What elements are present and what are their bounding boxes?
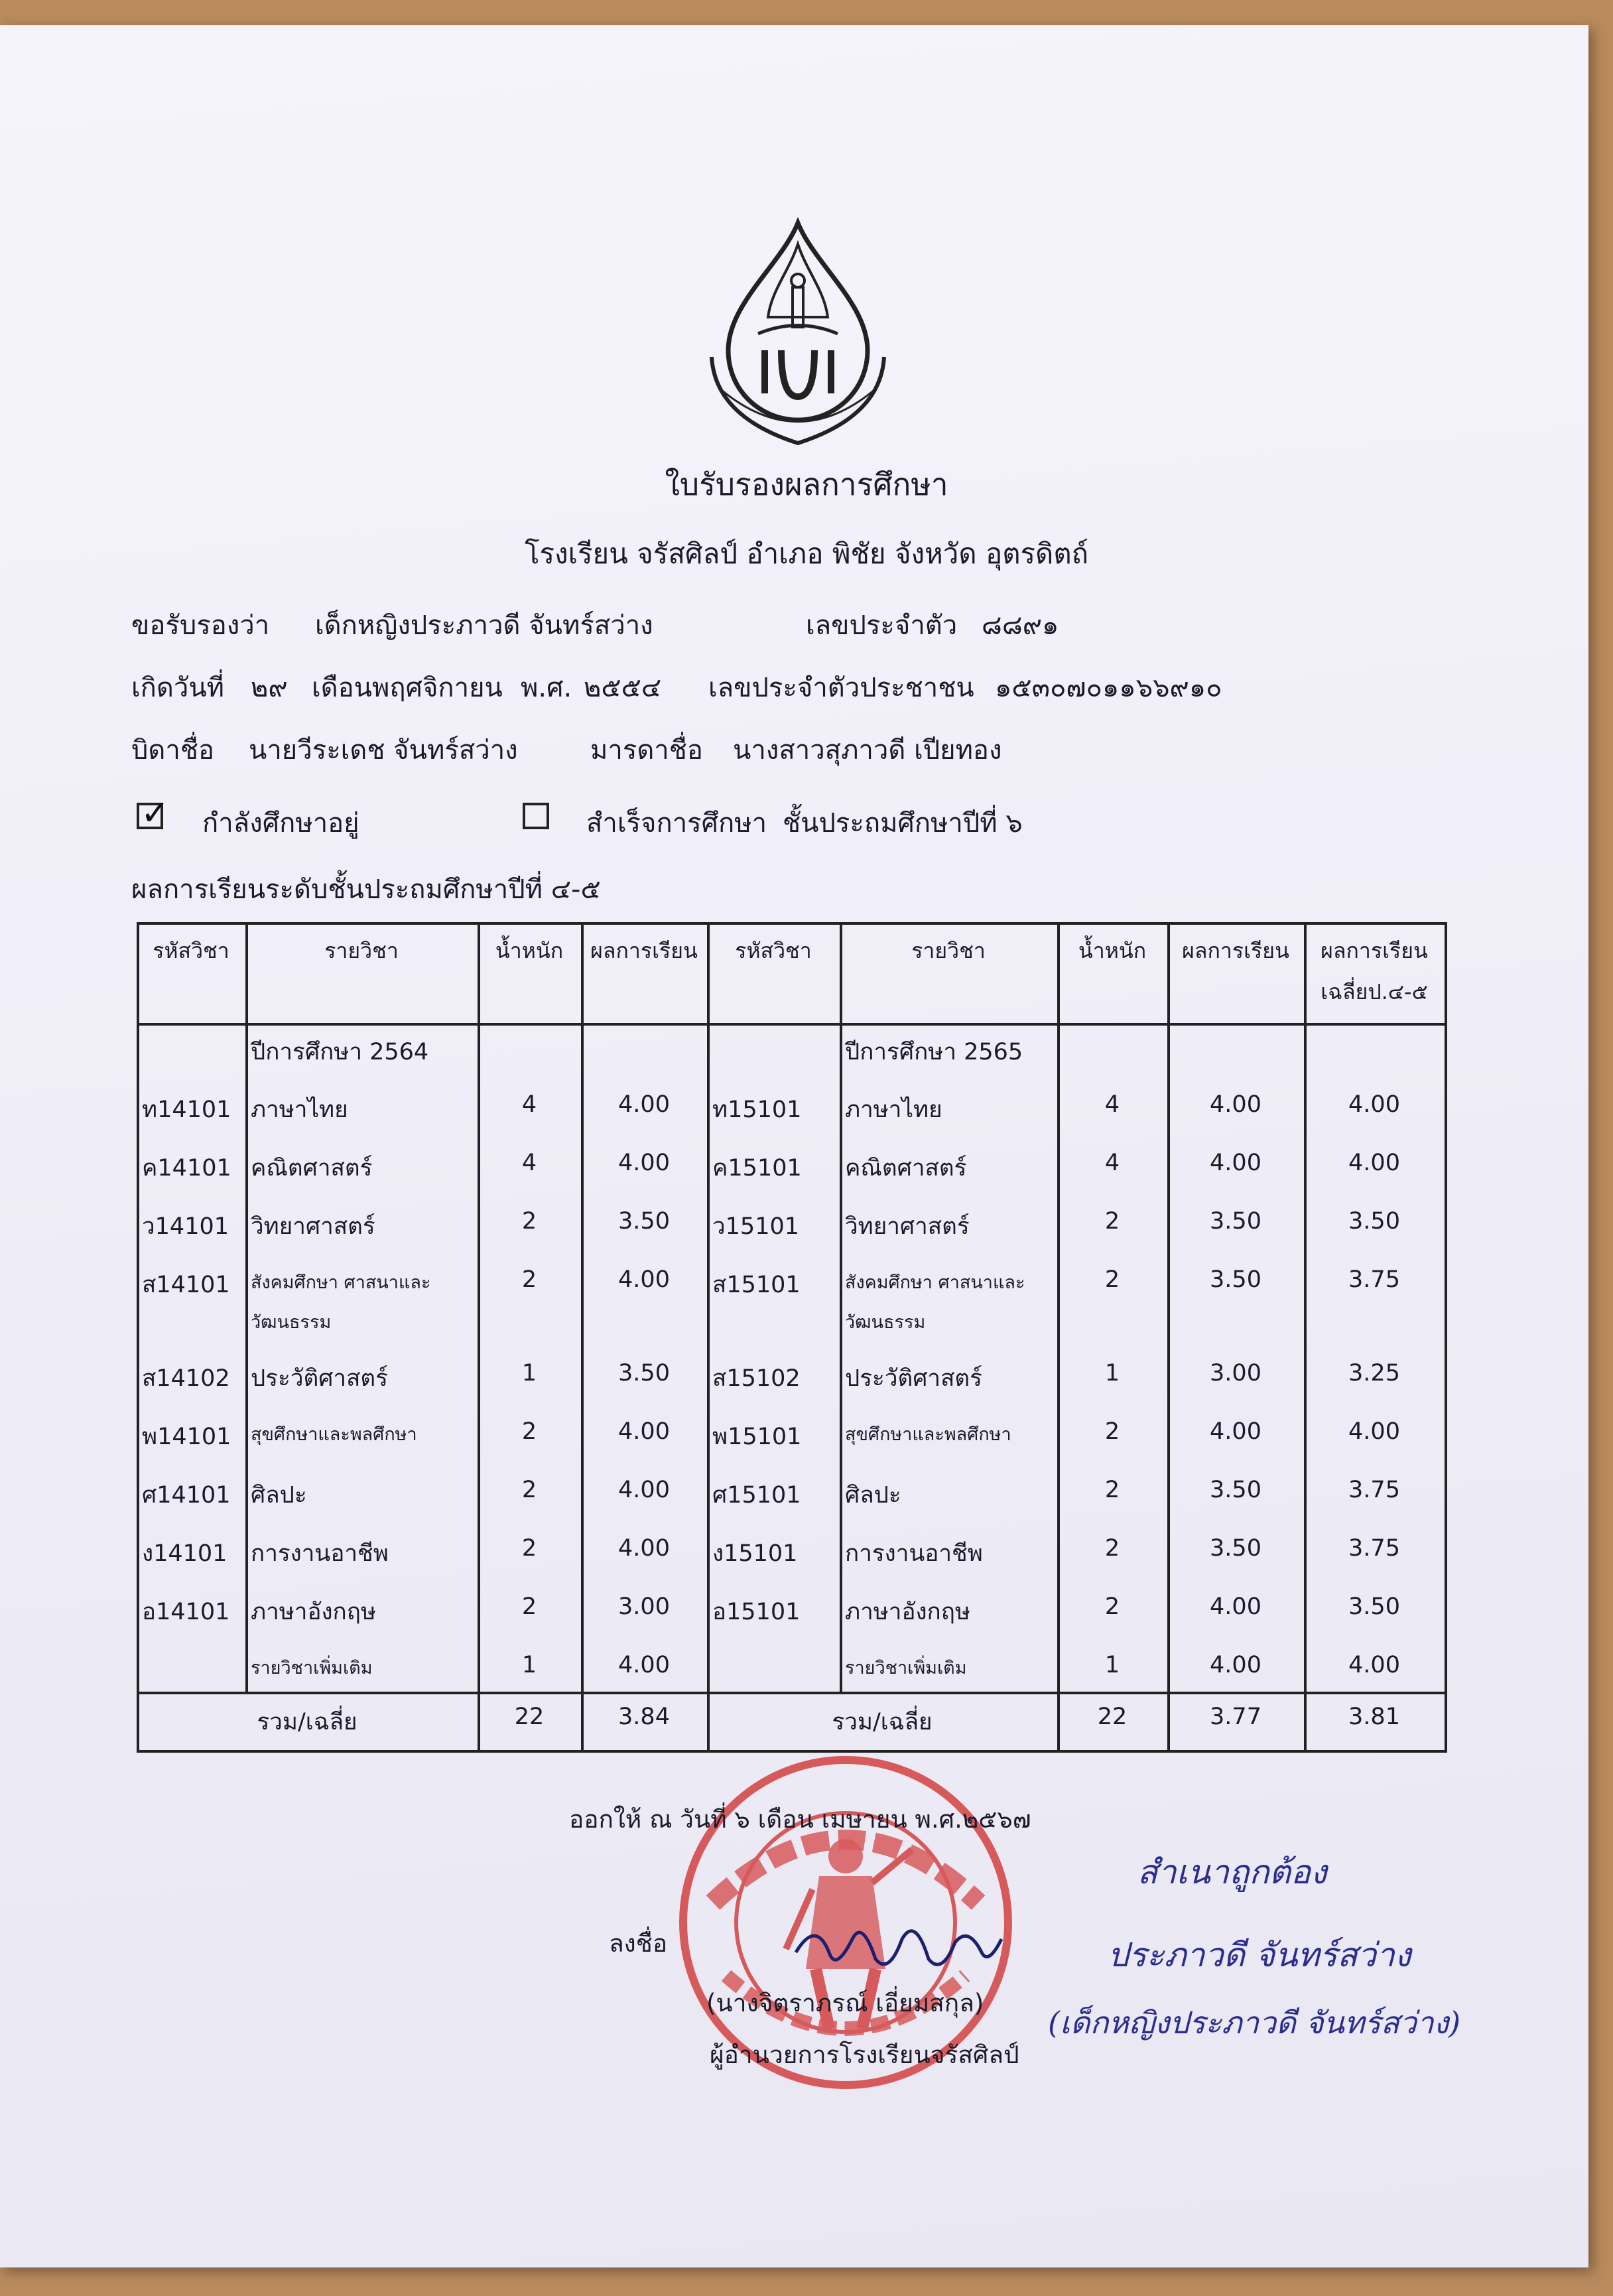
mother-name: นางสาวสุภาวดี เปียทอง (733, 735, 1002, 766)
header-weight-2: น้ำหนัก (1078, 938, 1147, 963)
cell-w2: 1 (1104, 1360, 1120, 1386)
header-subject-2: รายวิชา (911, 938, 986, 963)
student-id-value: ๘๘๙๑ (982, 610, 1059, 641)
cell-avg: 3.75 (1348, 1535, 1400, 1562)
handwritten-certified: สำเนาถูกต้อง (1137, 1853, 1327, 1891)
cell-g2: 3.00 (1210, 1360, 1261, 1386)
cell-s2-line2: วัฒนธรรม (845, 1312, 926, 1333)
cell-g1: 4.00 (618, 1535, 670, 1562)
check-icon: ✓ (141, 793, 170, 833)
cell-s1: รายวิชาเพิ่มเติม (251, 1658, 373, 1678)
cell-w2: 2 (1104, 1535, 1120, 1562)
cell-c2: อ15101 (712, 1599, 801, 1625)
total-weight-2: 22 (1097, 1704, 1128, 1730)
col-rule (478, 922, 480, 1753)
cell-g1: 4.00 (618, 1266, 670, 1293)
grades-table (137, 922, 1447, 1753)
cell-c1: อ14101 (142, 1599, 230, 1625)
header-code: รหัสวิชา (153, 938, 229, 963)
cell-w1: 4 (521, 1150, 537, 1176)
cell-s2: คณิตศาสตร์ (845, 1155, 967, 1182)
cell-g2: 4.00 (1210, 1150, 1261, 1176)
cell-g1: 4.00 (618, 1652, 670, 1678)
cell-avg: 4.00 (1348, 1091, 1400, 1118)
cell-s1: ศิลปะ (251, 1482, 307, 1509)
cell-avg: 3.50 (1348, 1208, 1400, 1235)
col-rule (707, 922, 710, 1753)
signature-label: ลงชื่อ (609, 1929, 668, 1958)
cell-s1: ประวัติศาสตร์ (251, 1365, 388, 1392)
cell-avg: 4.00 (1348, 1150, 1400, 1176)
cell-c1: พ14101 (142, 1424, 231, 1450)
cell-c2: พ15101 (712, 1424, 802, 1450)
cert-label: ขอรับรองว่า (131, 610, 270, 641)
cell-s1: สุขศึกษาและพลศึกษา (251, 1424, 417, 1445)
cell-c1: ส14102 (142, 1365, 230, 1392)
cell-w2: 2 (1104, 1266, 1120, 1293)
cell-g1: 4.00 (618, 1418, 670, 1445)
cell-w1: 2 (521, 1535, 537, 1562)
cell-avg: 3.25 (1348, 1360, 1400, 1386)
handwritten-name: (เด็กหญิงประภาวดี จันทร์สว่าง) (1048, 2005, 1461, 2041)
birth-day-label: เกิดวันที่ (131, 673, 225, 703)
header-weight: น้ำหนัก (495, 938, 564, 963)
handwritten-signature: ประภาวดี จันทร์สว่าง (1108, 1936, 1411, 1974)
cell-c2: ค15101 (712, 1155, 802, 1182)
col-rule (1167, 922, 1170, 1753)
cell-w1: 1 (521, 1360, 537, 1386)
student-id-label: เลขประจำตัว (806, 610, 958, 641)
cell-s1-line2: วัฒนธรรม (251, 1312, 332, 1333)
year-label-2565: ปีการศึกษา 2565 (845, 1039, 1023, 1065)
header-avg-line1: ผลการเรียน (1321, 938, 1428, 963)
birth-year: ๒๕๕๔ (584, 673, 662, 703)
citizen-id: ๑๕๓๐๗๐๑๑๖๖๙๑๐ (995, 673, 1222, 703)
grade-level: ชั้นประถมศึกษาปีที่ ๖ (783, 808, 1023, 839)
header-avg-line2: เฉลี่ยป.๔-๕ (1321, 979, 1428, 1004)
col-rule (1445, 922, 1447, 1753)
cell-c2: ง15101 (712, 1540, 798, 1567)
cell-g1: 4.00 (618, 1477, 670, 1503)
citizen-id-label: เลขประจำตัวประชาชน (708, 673, 974, 703)
father-name: นายวีระเดช จันทร์สว่าง (249, 735, 518, 766)
studying-checkbox (137, 793, 170, 833)
cell-s2: การงานอาชีพ (845, 1540, 983, 1567)
total-label-1: รวม/เฉลี่ย (257, 1709, 357, 1735)
cell-w1: 2 (521, 1208, 537, 1235)
total-grade-1: 3.84 (618, 1704, 670, 1730)
cell-w2: 1 (1104, 1652, 1120, 1678)
table-border-top (137, 922, 1447, 925)
cell-w2: 4 (1104, 1150, 1120, 1176)
cell-w1: 2 (521, 1418, 537, 1445)
col-rule (581, 922, 584, 1753)
cell-s2: สังคมศึกษา ศาสนาและ (845, 1272, 1025, 1293)
cell-g2: 3.50 (1210, 1266, 1261, 1293)
signatory-position: ผู้อำนวยการโรงเรียนจรัสศิลป์ (710, 2041, 1019, 2069)
total-average: 3.81 (1348, 1704, 1400, 1730)
cell-g2: 4.00 (1210, 1593, 1261, 1620)
cell-c1: ค14101 (142, 1155, 231, 1182)
cell-c2: ท15101 (712, 1097, 802, 1123)
cell-s1: คณิตศาสตร์ (251, 1155, 373, 1182)
cell-s1: ภาษาไทย (251, 1097, 348, 1123)
header-grade: ผลการเรียน (590, 938, 698, 963)
cell-s1: สังคมศึกษา ศาสนาและ (251, 1272, 431, 1293)
graduated-label: สำเร็จการศึกษา (586, 808, 767, 839)
cell-w2: 2 (1104, 1477, 1120, 1503)
col-rule (137, 922, 139, 1753)
studying-label: กำลังศึกษาอยู่ (202, 808, 359, 839)
cell-c2: ส15102 (712, 1365, 801, 1392)
cell-w1: 2 (521, 1266, 537, 1293)
header-divider (137, 1023, 1447, 1026)
col-rule (1057, 922, 1060, 1753)
cell-avg: 3.50 (1348, 1593, 1400, 1620)
total-weight-1: 22 (514, 1704, 545, 1730)
mother-label: มารดาชื่อ (590, 735, 703, 766)
total-grade-2: 3.77 (1210, 1704, 1261, 1730)
director-signature (789, 1913, 1008, 1986)
cell-g1: 3.00 (618, 1593, 670, 1620)
cell-g1: 3.50 (618, 1360, 670, 1386)
cell-w1: 2 (521, 1477, 537, 1503)
cell-s1: ภาษาอังกฤษ (251, 1599, 377, 1625)
total-label-2: รวม/เฉลี่ย (832, 1709, 933, 1735)
cell-w2: 2 (1104, 1208, 1120, 1235)
father-label: บิดาชื่อ (131, 735, 214, 766)
cell-w1: 2 (521, 1593, 537, 1620)
header-code-2: รหัสวิชา (735, 938, 812, 963)
cell-g2: 3.50 (1210, 1477, 1261, 1503)
cell-c2: ส15101 (712, 1272, 801, 1298)
cell-s2: สุขศึกษาและพลศึกษา (845, 1424, 1011, 1445)
cell-avg: 4.00 (1348, 1652, 1400, 1678)
cell-avg: 3.75 (1348, 1266, 1400, 1293)
issue-date: ออกให้ ณ วันที่ ๖ เดือน เมษายน พ.ศ.๒๕๖๗ (569, 1805, 1031, 1834)
cell-s1: การงานอาชีพ (251, 1540, 389, 1567)
col-rule (245, 922, 248, 1693)
cell-s2: ภาษาอังกฤษ (845, 1599, 971, 1625)
cell-c1: ศ14101 (142, 1482, 231, 1509)
certificate-title: ใบรับรองผลการศึกษา (665, 466, 948, 502)
cell-g2: 3.50 (1210, 1535, 1261, 1562)
cell-s2: รายวิชาเพิ่มเติม (845, 1658, 967, 1678)
cell-c2: ศ15101 (712, 1482, 801, 1509)
header-subject: รายวิชา (324, 938, 399, 963)
cell-w2: 2 (1104, 1418, 1120, 1445)
cell-c1: ท14101 (142, 1097, 231, 1123)
col-rule (1304, 922, 1307, 1753)
year-label-2564: ปีการศึกษา 2564 (251, 1039, 429, 1065)
school-line: โรงเรียน จรัสศิลป์ อำเภอ พิชัย จังหวัด อุตรดิตถ์ (524, 537, 1089, 570)
results-heading: ผลการเรียนระดับชั้นประถมศึกษาปีที่ ๔-๕ (131, 874, 601, 905)
cell-g2: 4.00 (1210, 1091, 1261, 1118)
signatory-name: (นางจิตราภรณ์ เอี่ยมสกุล) (706, 1989, 984, 2017)
cell-s2: ประวัติศาสตร์ (845, 1365, 982, 1392)
cell-g1: 4.00 (618, 1150, 670, 1176)
total-divider (137, 1692, 1447, 1694)
school-logo (702, 218, 894, 456)
cell-g2: 3.50 (1210, 1208, 1261, 1235)
cell-w2: 4 (1104, 1091, 1120, 1118)
cell-g1: 4.00 (618, 1091, 670, 1118)
birth-month: เดือนพฤศจิกายน (312, 673, 503, 703)
cell-c2: ว15101 (712, 1213, 799, 1240)
certificate-paper (0, 25, 1588, 2267)
birth-year-label: พ.ศ. (521, 673, 572, 703)
student-name: เด็กหญิงประภาวดี จันทร์สว่าง (315, 610, 653, 641)
cell-c1: ว14101 (142, 1213, 229, 1240)
cell-w2: 2 (1104, 1593, 1120, 1620)
header-grade-2: ผลการเรียน (1182, 938, 1289, 963)
cell-avg: 4.00 (1348, 1418, 1400, 1445)
cell-c1: ง14101 (142, 1540, 227, 1567)
cell-s2: วิทยาศาสตร์ (845, 1213, 970, 1240)
cell-g2: 4.00 (1210, 1652, 1261, 1678)
cell-w1: 4 (521, 1091, 537, 1118)
cell-g2: 4.00 (1210, 1418, 1261, 1445)
cell-avg: 3.75 (1348, 1477, 1400, 1503)
cell-g1: 3.50 (618, 1208, 670, 1235)
col-rule (840, 922, 842, 1693)
birth-day: ๒๙ (251, 673, 288, 703)
cell-s2: ภาษาไทย (845, 1097, 942, 1123)
graduated-checkbox (523, 803, 549, 829)
cell-s2: ศิลปะ (845, 1482, 901, 1509)
cell-c1: ส14101 (142, 1272, 230, 1298)
cell-w1: 1 (521, 1652, 537, 1678)
cell-s1: วิทยาศาสตร์ (251, 1213, 375, 1240)
